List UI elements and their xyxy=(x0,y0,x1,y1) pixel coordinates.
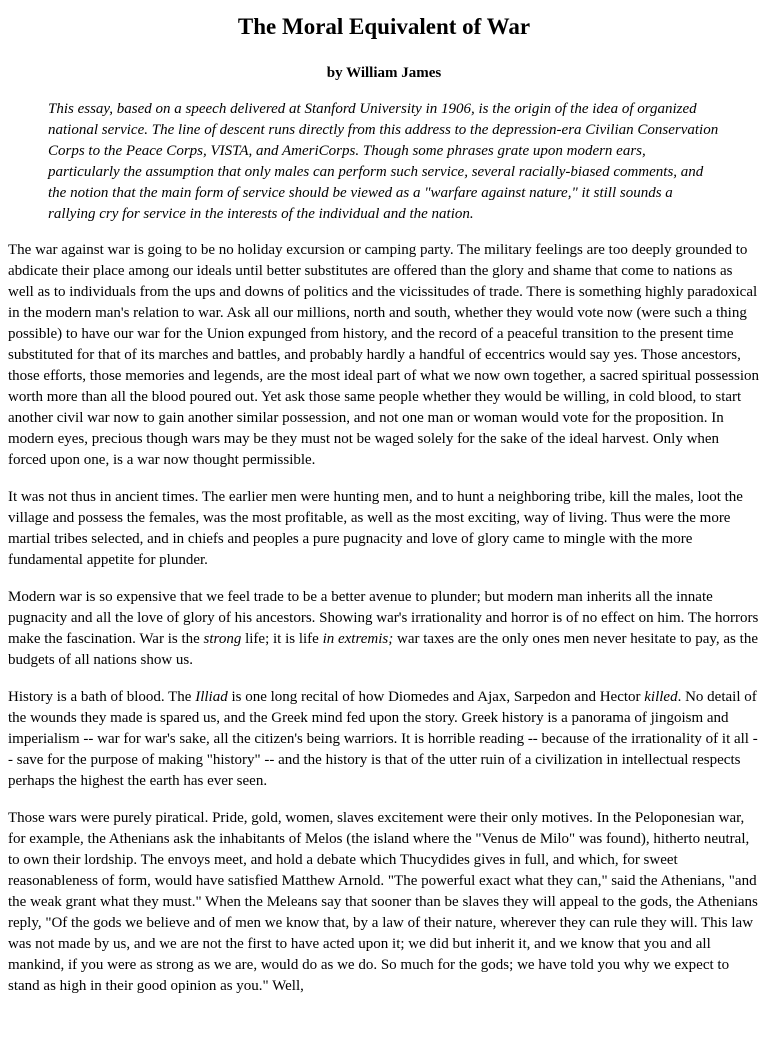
paragraph-5: Those wars were purely piratical. Pride, gold, women, slaves excitement were their only motives. In the Peloponesian war, for example, the Athenians ask the inhabitants of Melos (the island where the "Venus de Milo" was found), hitherto neutral, to own their lordship. The envoys meet, and hold a debate which Thucydides gives in full, and which, for sweet reasonableness of form, would have satisfied Matthew Arnold. "The powerful exact what they can," said the Athenians, "and the weak grant what they must." When the Meleans say that sooner than be slaves they will appeal to the gods, the Athenians reply, "Of the gods we believe and of men we know that, by a law of their nature, wherever they can rule they will. This law was not made by us, and we are not the first to have acted upon it; we did but inherit it, and we know that you and all mankind, if you were as strong as we are, would do as we do. So much for the gods; we have told you why we expect to stand as high in their good opinion as you." Well, xyxy=(8,810,758,994)
page-title: The Moral Equivalent of War xyxy=(237,14,531,39)
paragraph-2: It was not thus in ancient times. The earlier men were hunting men, and to hunt a neighboring tribe, kill the males, loot the village and possess the females, was the most profitable, as well as the most exciting, way of living. Thus were the more martial tribes selected, and in chiefs and peoples a pure pugnacity and love of glory came to mingle with the more fundamental appetite for plunder. xyxy=(8,489,743,568)
emphasis-strong: strong xyxy=(203,631,242,647)
paragraph-4 xyxy=(8,687,760,792)
paragraph-3-text: life; it is life xyxy=(241,631,323,647)
emphasis-illiad: Illiad xyxy=(195,689,228,705)
paragraph-4-text: . No detail of the wounds they made is spared us, and the Greek mind fed upon the story. Greek history is a panorama of jingoism and imperialism -- war for war's sake, all the citizen's being warriors. It is horrible reading -- because of the irrationality of it all -- save for the purpose of making "history" -- and the history is that of the utter ruin of a civilization in intellectual respects perhaps the highest the earth has ever seen. xyxy=(8,689,758,789)
byline: by William James xyxy=(326,65,442,81)
intro-note: This essay, based on a speech delivered at Stanford University in 1906, is the origin of the idea of organized national service. The line of descent runs directly from this address to the depression-era Civilian Conservation Corps to the Peace Corps, VISTA, and AmeriCorps. Though some phrases grate upon modern ears, particularly the assumption that only males can perform such service, several racially-biased comments, and the notion that the main form of service should be viewed as a "warfare against nature," it still sounds a rallying cry for service in the interests of the individual and the nation. xyxy=(48,101,719,222)
paragraph-4-text: is one long recital of how Diomedes and Ajax, Sarpedon and Hector xyxy=(227,689,645,705)
paragraph-4-text: History is a bath of blood. The xyxy=(8,689,196,705)
paragraph-3 xyxy=(8,587,760,671)
paragraph-1: The war against war is going to be no holiday excursion or camping party. The military feelings are too deeply grounded to abdicate their place among our ideals until better substitutes are offered than the glory and shame that come to nations as well as to individuals from the ups and downs of politics and the vicissitudes of trade. There is something highly paradoxical in the modern man's relation to war. Ask all our millions, north and south, whether they would vote now (were such a thing possible) to have our war for the Union expunged from history, and the record of a peaceful transition to the present time substituted for that of its marches and battles, and probably hardly a handful of eccentrics would say yes. Those ancestors, those efforts, those memories and legends, are the most ideal part of what we now own together, a sacred spiritual possession worth more than all the blood poured out. Yet ask those same people whether they would be willing, in cold blood, to start another civil war now to gain another similar possession, and not one man or woman would vote for the proposition. In modern eyes, precious though wars may be they must not be waged solely for the sake of the ideal harvest. Only when forced upon one, is a war now thought permissible. xyxy=(8,242,760,468)
paragraph-3-text: Modern war is so expensive that we feel trade to be a better avenue to plunder; but modern man inherits all the innate pugnacity and all the love of glory of his ancestors. Showing war's irrationality and horror is of no effect on him. The horrors make the fascination. War is the xyxy=(8,589,759,647)
emphasis-killed: killed xyxy=(644,689,678,705)
emphasis-in-extremis: in extremis; xyxy=(322,631,394,647)
document-page xyxy=(0,13,768,997)
paragraph-3-text: war taxes are the only ones men never hesitate to pay, as the budgets of all nations show us. xyxy=(8,631,758,668)
